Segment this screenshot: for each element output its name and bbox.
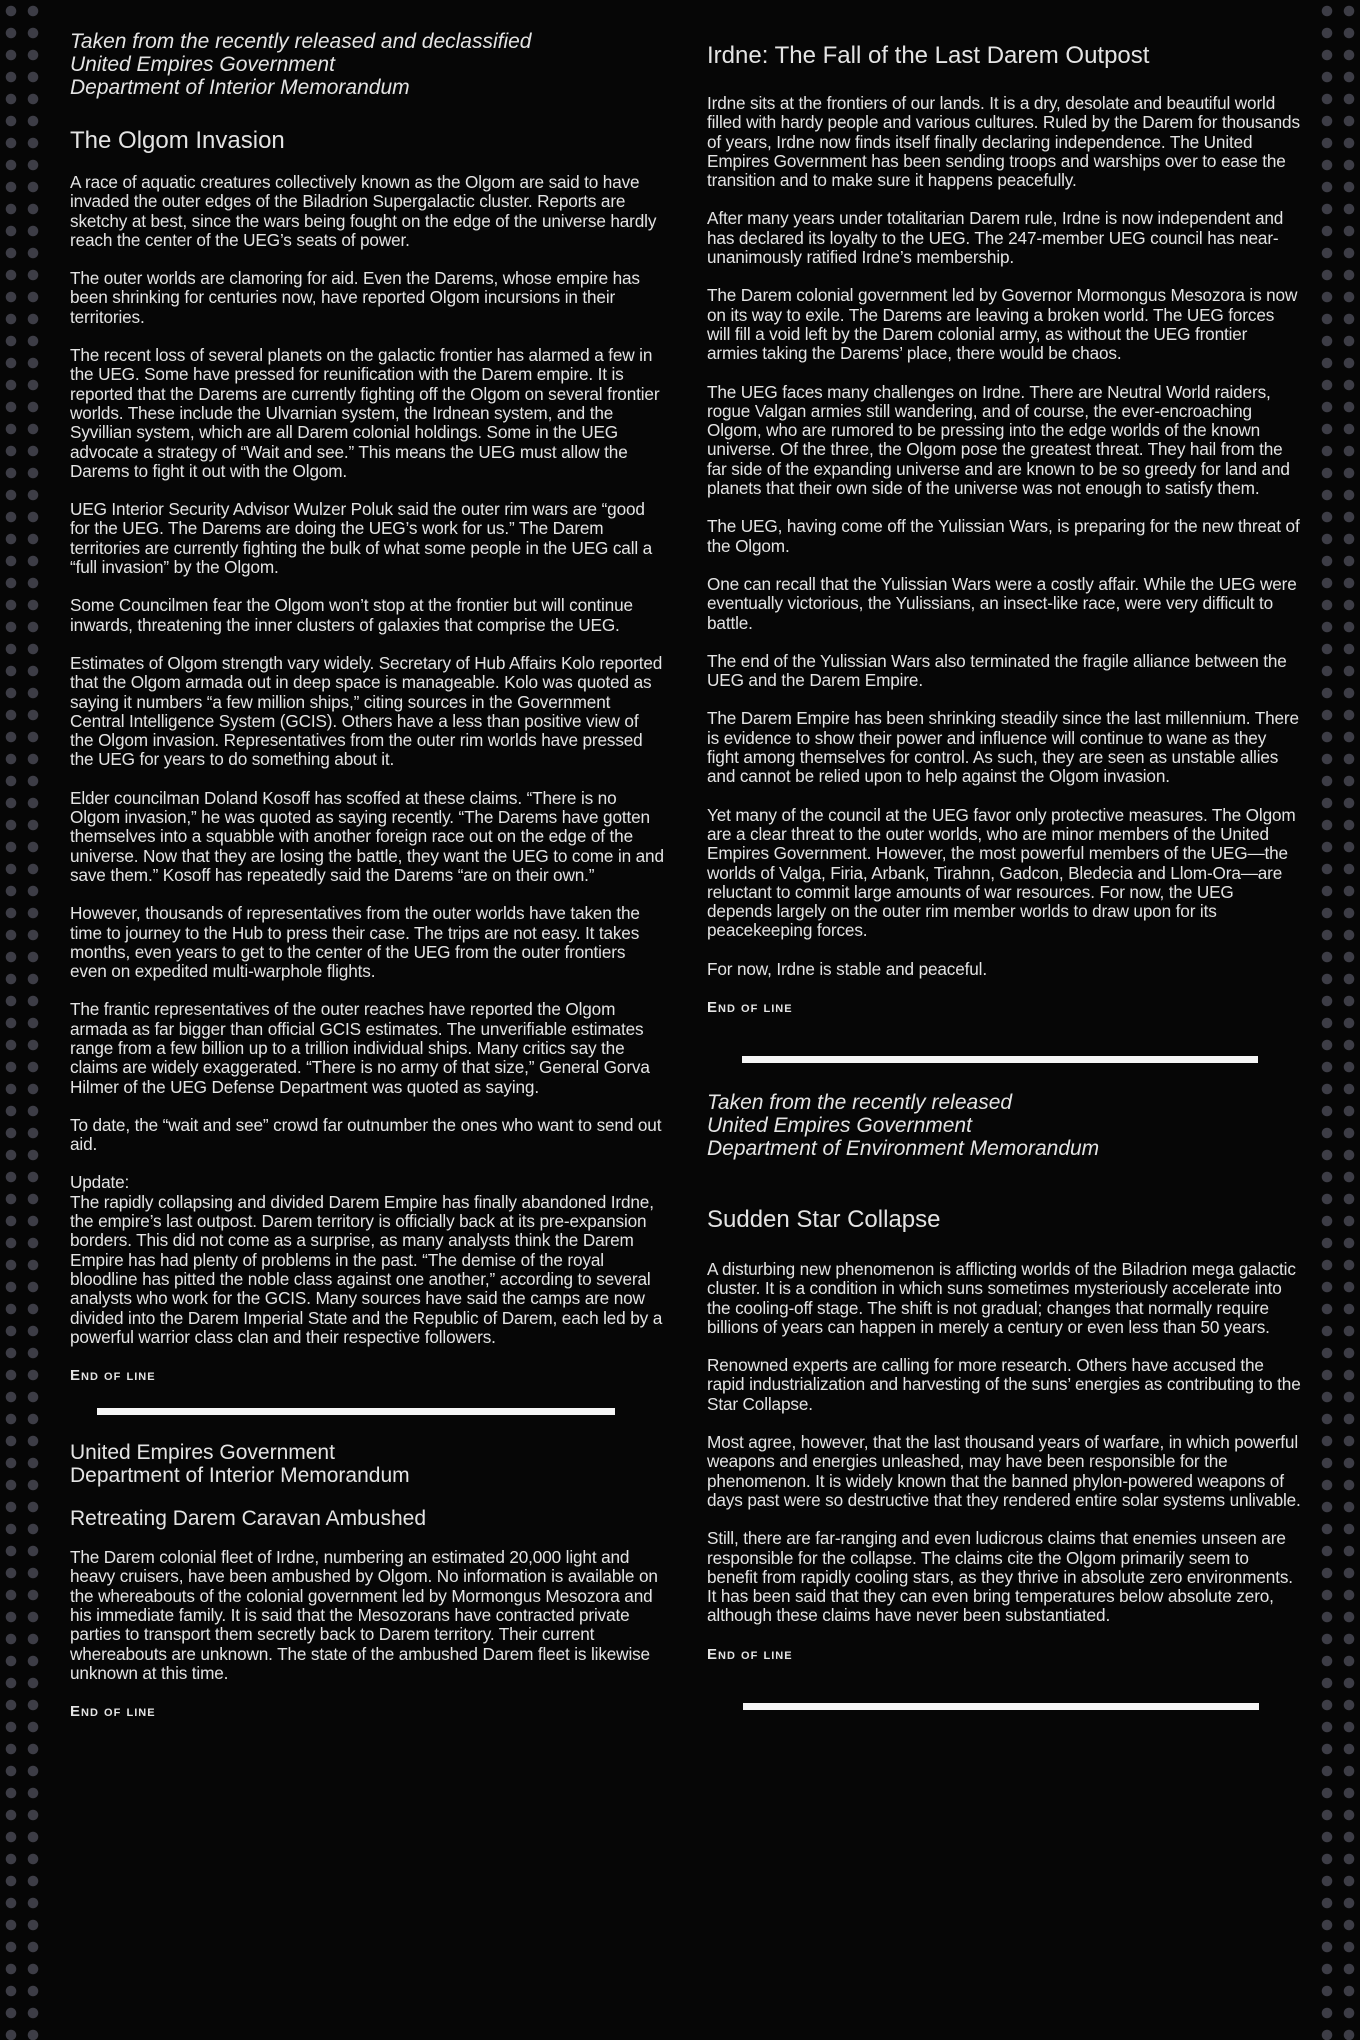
paragraph: However, thousands of representatives from the outer worlds have taken the time to journey to the Hub to press their case. The trips are not easy. It takes months, even years to get to the center of the UEG from the outer frontiers even on expedited multi-warphole flights. [70, 903, 640, 982]
paragraph: The Darem colonial government led by Governor Mormongus Mesozora is now on its way to exile. The Darems are leaving a broken world. The UEG forces will fill a void left by the Darem colonial army, as without the UEG frontier armies taking the Darems’ place, there would be chaos. [707, 285, 1298, 364]
right-dot-border [1316, 0, 1360, 2040]
intro-line: United Empires Government [707, 1113, 972, 1137]
paragraph: A disturbing new phenomenon is afflicting worlds of the Biladrion mega galactic cluster. It is a condition in which suns sometimes mysteriously accelerate into the cooling-off stage. The shift is not gradual; changes that normally require billions of years can happen in merely a century or even less than 50 years. [707, 1258, 1296, 1337]
intro-line: Department of Environment Memorandum [707, 1136, 1100, 1160]
memo-source-intro [707, 1091, 1302, 1160]
intro-line: Taken from the recently released and declassified [70, 30, 532, 53]
paragraph: The recent loss of several planets on the galactic frontier has alarmed a few in the UEG. Some have pressed for reunification with the Darem empire. It is reported that the Darems are currently fighting off the Olgom on several frontier worlds. These include the Ulvarnian system, the Irdnean system, and the Syvillian system, which are all Darem colonial holdings. Some in the UEG advocate a strategy of “Wait and see.” This means the UEG must allow the Darems to fight it out with the Olgom. [70, 345, 660, 481]
paragraph: Renowned experts are calling for more research. Others have accused the rapid industrialization and harvesting of the suns’ energies as contributing to the Star Collapse. [707, 1355, 1301, 1414]
memo-source-intro [70, 30, 665, 99]
paragraph: Yet many of the council at the UEG favor only protective measures. The Olgom are a clear threat to the outer worlds, who are minor members of the United Empires Government. However, the most powerful members of the UEG—the worlds of Valga, Firia, Arbank, Tirahnn, Gadcon, Bledecia and Llom-Ora—are reluctant to commit large amounts of war resources. For now, the UEG depends largely on the outer rim member worlds to draw upon for its peacekeeping forces. [707, 804, 1296, 941]
intro-line: Department of Interior Memorandum [70, 76, 410, 99]
paragraph: The end of the Yulissian Wars also terminated the fragile alliance between the UEG and the Darem Empire. [707, 650, 1287, 691]
paragraph: Some Councilmen fear the Olgom won’t stop at the frontier but will continue inwards, threatening the inner clusters of galaxies that comprise the UEG. [70, 595, 633, 635]
divider-rule [743, 1703, 1259, 1710]
paragraph: A race of aquatic creatures collectively known as the Olgom are said to have invaded the outer edges of the Biladrion Supergalactic cluster. Reports are sketchy at best, since the wars being fought on the edge of the universe hardly reach the center of the UEG’s seats of power. [70, 172, 657, 250]
divider-rule [742, 1056, 1258, 1063]
end-of-line-marker: End of line [707, 1645, 793, 1663]
paragraph: The UEG faces many challenges on Irdne. There are Neutral World raiders, rogue Valgan armies still wandering, and of course, the ever-encroaching Olgom, who are rumored to be pressing into the edge worlds of the known universe. Of the three, the Olgom pose the greatest threat. They hail from the far side of the expanding universe and are known to be so greedy for land and planets that their own side of the universe was not enough to satisfy them. [707, 381, 1290, 499]
paragraph: Most agree, however, that the last thousand years of warfare, in which powerful weapons and energies unleashed, may have been responsible for the phenomenon. It is widely known that the banned phylon-powered weapons of days past were so destructive that they rendered entire solar systems unlivable. [707, 1432, 1301, 1510]
paragraph: One can recall that the Yulissian Wars were a costly affair. While the UEG were eventually victorious, the Yulissians, an insect-like race, were very difficult to battle. [707, 573, 1297, 633]
paragraph: UEG Interior Security Advisor Wulzer Poluk said the outer rim wars are “good for the UEG. The Darems are doing the UEG’s work for us.” The Darem territories are currently fighting the bulk of what some people in the UEG call a “full invasion” by the Olgom. [70, 499, 653, 578]
paragraph: To date, the “wait and see” crowd far outnumber the ones who want to send out aid. [70, 1114, 662, 1155]
end-of-line-marker: End of line [70, 1703, 156, 1721]
paragraph: The outer worlds are clamoring for aid. Even the Darems, whose empire has been shrinking for centuries now, have reported Olgom incursions in their territories. [70, 268, 640, 327]
article-title-star-collapse: Sudden Star Collapse [707, 1205, 941, 1233]
paragraph: After many years under totalitarian Darem rule, Irdne is now independent and has declared its loyalty to the UEG. The 247-member UEG council has near-unanimously ratified Irdne’s membership. [707, 208, 1284, 268]
paragraph: Estimates of Olgom strength vary widely. Secretary of Hub Affairs Kolo reported that the Olgom armada out in deep space is manageable. Kolo was quoted as saying it numbers “a few million ships,” citing sources in the Government Central Intelligence System (GCIS). Others have a less than positive view of the Olgom invasion. Representatives from the outer rim worlds have pressed the UEG for years to do something about it. [70, 652, 663, 770]
left-column [70, 30, 665, 1720]
article-title-olgom-invasion: The Olgom Invasion [70, 127, 285, 154]
memo-header-line: Department of Interior Memorandum [70, 1464, 410, 1488]
end-of-line-marker: End of line [70, 1367, 156, 1385]
paragraph: Still, there are far-ranging and even ludicrous claims that enemies unseen are responsible for the collapse. The claims cite the Olgom primarily seem to benefit from rapidly cooling stars, as they thrive in absolute zero environments. It has been said that they can even bring temperatures below absolute zero, although these claims have never been substantiated. [707, 1528, 1293, 1626]
paragraph: The Darem Empire has been shrinking steadily since the last millennium. There is evidence to show their power and influence will continue to wane as they fight among themselves for control. As such, they are seen as unstable allies and cannot be relied upon to help against the Olgom invasion. [707, 708, 1299, 787]
memo-header-line: United Empires Government [70, 1441, 335, 1465]
update-paragraph: Update: The rapidly collapsing and divided Darem Empire has finally abandoned Irdne, the empire’s last outpost. Darem territory is officially back at its pre-expansion borders. This did not come as a surprise, as many analysts think the Darem Empire has had plenty of problems in the past. “The demise of the royal bloodline has pitted the noble class against one another,” according to several analysts who work for the GCIS. Many sources have said the camps are now divided into the Darem Imperial State and the Republic of Darem, each led by a powerful warrior class clan and their respective followers. [70, 1172, 663, 1347]
divider-rule [97, 1408, 615, 1415]
paragraph: The UEG, having come off the Yulissian Wars, is preparing for the new threat of the Olgom. [707, 516, 1300, 556]
intro-line: United Empires Government [70, 53, 335, 76]
paragraph: The Darem colonial fleet of Irdne, numbering an estimated 20,000 light and heavy cruisers, have been ambushed by Olgom. No information is available on the whereabouts of the colonial government led by Mormongus Mesozora and his immediate family. It is said that the Mesozorans have contracted private parties to transport them secretly back to Darem territory. Their current whereabouts are unknown. The state of the ambushed Darem fleet is likewise unknown at this time. [70, 1547, 658, 1683]
article-title-caravan-ambushed: Retreating Darem Caravan Ambushed [70, 1507, 427, 1531]
article-title-irdne-fall: Irdne: The Fall of the Last Darem Outpost [707, 42, 1150, 69]
paragraph: The frantic representatives of the outer reaches have reported the Olgom armada as far bigger than official GCIS estimates. The unverifiable estimates range from a few billion up to a trillion individual ships. Many critics say the claims are widely exaggerated. “There is no army of that size,” General Gorva Hilmer of the UEG Defense Department was quoted as saying. [70, 999, 650, 1097]
paragraph: For now, Irdne is stable and peaceful. [707, 958, 987, 979]
left-dot-border [0, 0, 44, 2040]
right-column [707, 30, 1302, 1710]
paragraph: Irdne sits at the frontiers of our lands. It is a dry, desolate and beautiful world filled with hardy people and various cultures. Ruled by the Darem for thousands of years, Irdne now finds itself finally declaring independence. The United Empires Government has been sending troops and warships over to ease the transition and to make sure it happens peacefully. [707, 93, 1300, 191]
end-of-line-marker: End of line [707, 998, 793, 1016]
intro-line: Taken from the recently released [707, 1090, 1013, 1114]
paragraph: Elder councilman Doland Kosoff has scoffed at these claims. “There is no Olgom invasion,” he was quoted as saying recently. “The Darems have gotten themselves into a squabble with another foreign race out on the edge of the universe. Now that they are losing the battle, they want the UEG to come in and save them.” Kosoff has repeatedly said the Darems “are on their own.” [70, 787, 664, 885]
